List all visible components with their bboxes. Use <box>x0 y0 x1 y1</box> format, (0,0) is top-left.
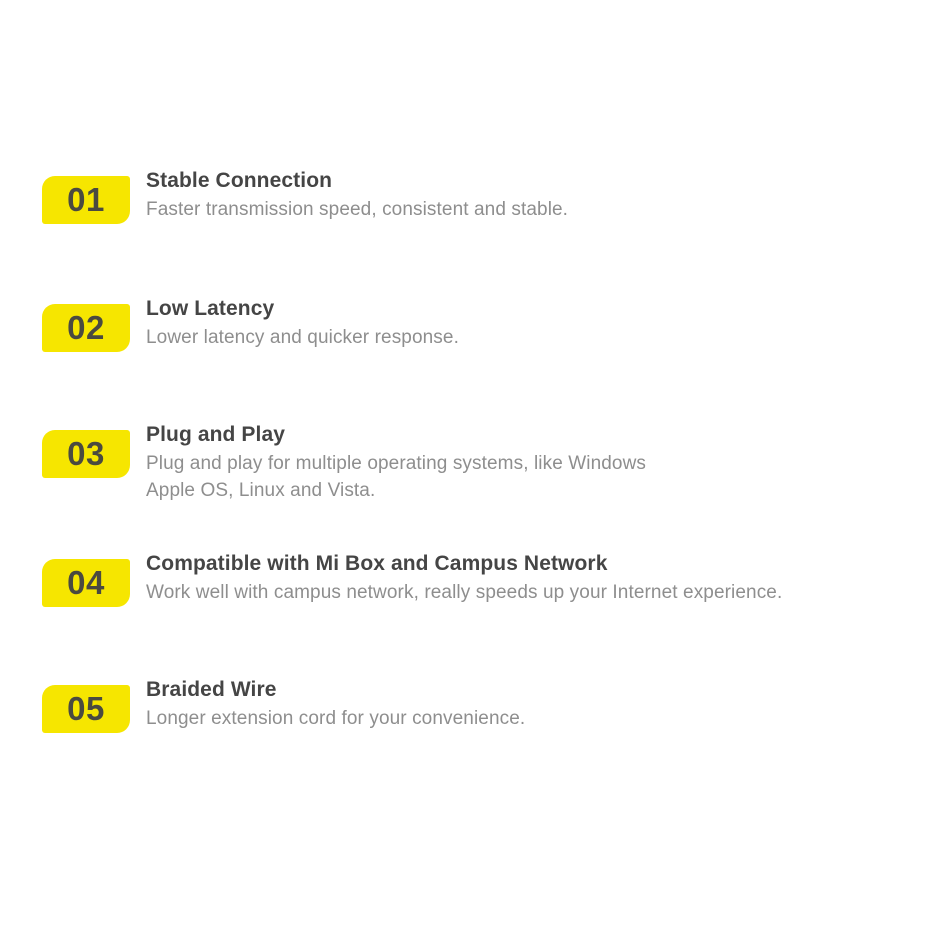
feature-description: Apple OS, Linux and Vista. <box>146 480 376 501</box>
feature-text-block <box>146 167 568 223</box>
feature-description: Plug and play for multiple operating systems, like Windows <box>146 453 647 474</box>
feature-text-block <box>146 421 646 504</box>
feature-text-block <box>146 676 525 732</box>
number-badge: 03 <box>42 430 130 478</box>
feature-row-compatible-mi-box <box>42 552 783 607</box>
feature-title: Stable Connection <box>146 169 333 192</box>
feature-title: Low Latency <box>146 297 275 320</box>
feature-description: Lower latency and quicker response. <box>146 327 459 348</box>
feature-title: Compatible with Mi Box and Campus Network <box>146 552 608 575</box>
feature-description: Work well with campus network, really speeds up your Internet experience. <box>146 582 783 603</box>
number-badge: 01 <box>42 176 130 224</box>
number-badge: 04 <box>42 559 130 607</box>
feature-row-low-latency <box>42 297 459 352</box>
feature-description: Faster transmission speed, consistent and stable. <box>146 199 569 220</box>
number-badge: 05 <box>42 685 130 733</box>
feature-row-plug-and-play <box>42 423 647 504</box>
feature-title: Plug and Play <box>146 423 285 446</box>
feature-description: Longer extension cord for your convenience. <box>146 708 526 729</box>
feature-row-braided-wire <box>42 678 526 733</box>
feature-row-stable-connection <box>42 169 569 224</box>
feature-title: Braided Wire <box>146 678 277 701</box>
feature-text-block <box>146 295 459 351</box>
number-badge: 02 <box>42 304 130 352</box>
feature-text-block <box>146 550 782 606</box>
